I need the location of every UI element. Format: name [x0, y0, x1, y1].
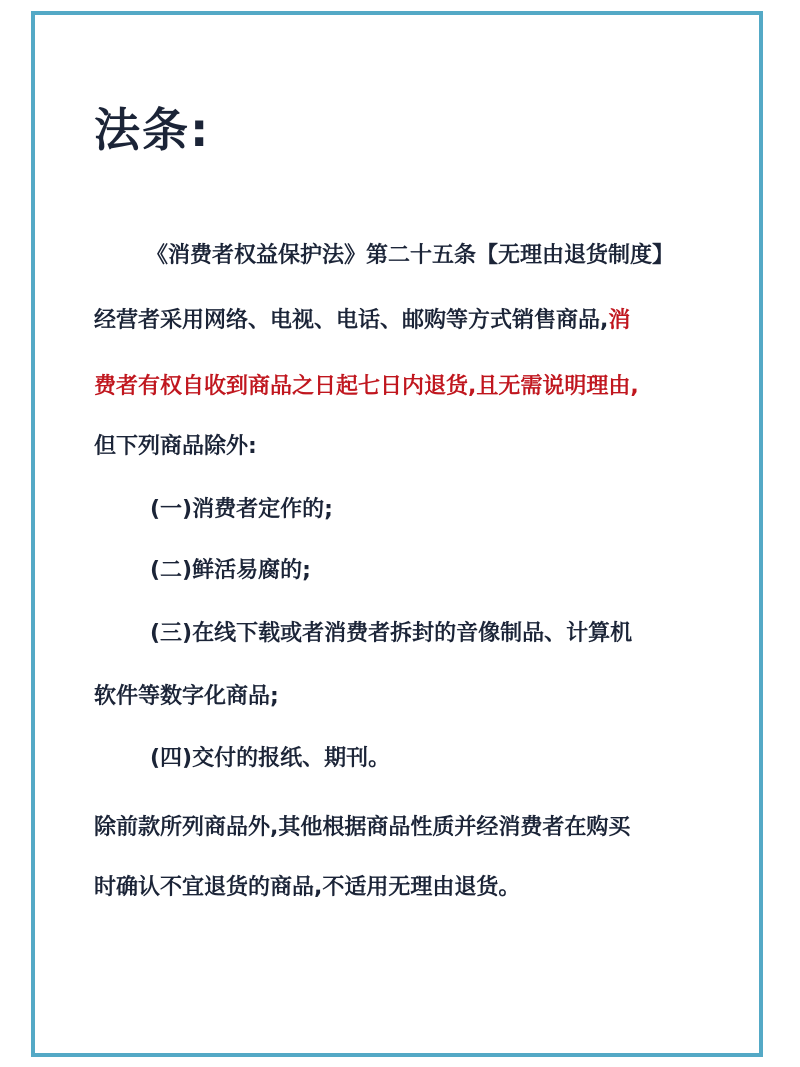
page-title: 法条:: [94, 103, 211, 157]
exception-item-3-continued: 软件等数字化商品;: [94, 684, 279, 709]
paragraph-line-3: 但下列商品除外:: [94, 434, 257, 459]
exception-item-4: (四)交付的报纸、期刊。: [150, 746, 391, 771]
closing-line-1: 除前款所列商品外,其他根据商品性质并经消费者在购买: [94, 815, 631, 840]
highlighted-text-line: 费者有权自收到商品之日起七日内退货,且无需说明理由,: [94, 374, 639, 399]
exception-item-1: (一)消费者定作的;: [150, 497, 333, 522]
paragraph-line-1: [94, 306, 630, 336]
exception-item-2: (二)鲜活易腐的;: [150, 558, 311, 583]
paragraph-text: 经营者采用网络、电视、电话、邮购等方式销售商品,: [94, 308, 609, 333]
highlighted-text: 消: [608, 308, 631, 333]
exception-item-3: (三)在线下载或者消费者拆封的音像制品、计算机: [150, 621, 633, 646]
article-heading: 《消费者权益保护法》第二十五条【无理由退货制度】: [146, 243, 675, 268]
closing-line-2: 时确认不宜退货的商品,不适用无理由退货。: [94, 875, 521, 900]
